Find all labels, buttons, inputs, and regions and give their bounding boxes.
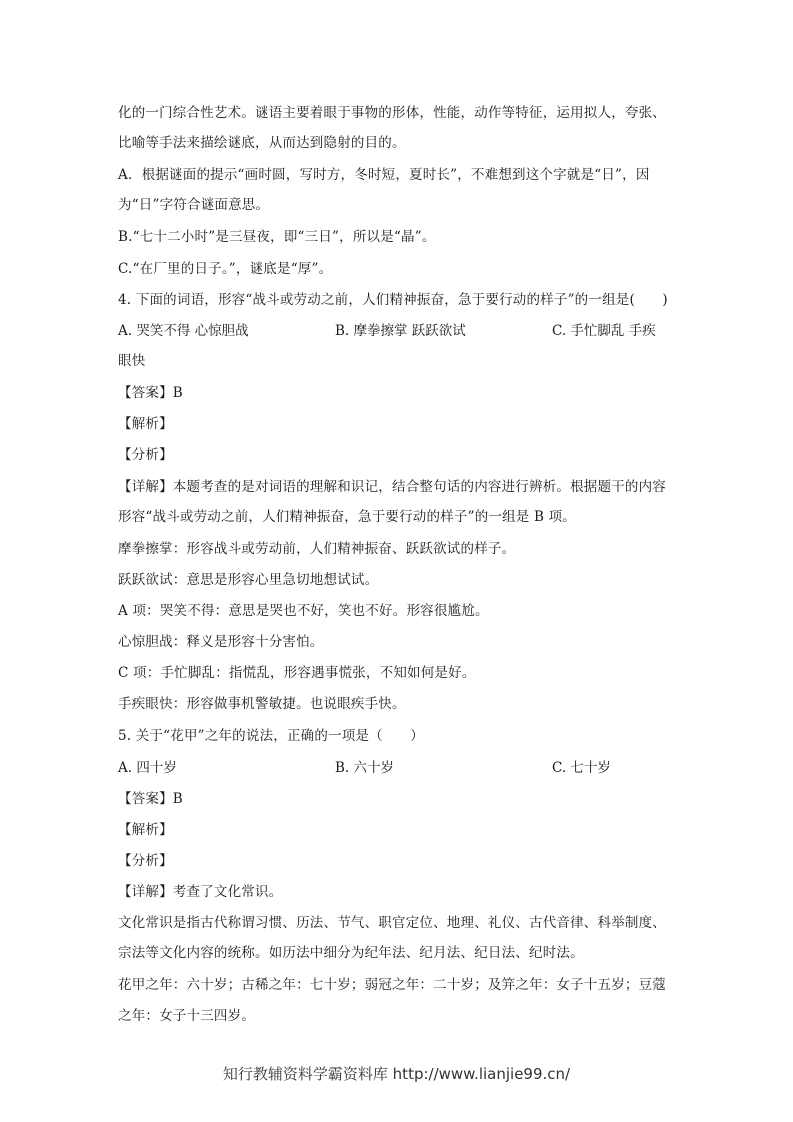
question-4-option-a: A. 哭笑不得 心惊胆战 xyxy=(118,323,249,339)
question-4-option-b: B. 摩拳擦掌 跃跃欲试 xyxy=(335,323,466,339)
text-line: A 项：哭笑不得：意思是哭也不好，笑也不好。形容很尴尬。 xyxy=(118,603,489,619)
question-5: 5. 关于“花甲”之年的说法，正确的一项是（ ） xyxy=(118,728,424,744)
analysis-subheading: 【分析】 xyxy=(118,853,173,869)
text-line: 跃跃欲试：意思是形容心里急切地想试试。 xyxy=(118,572,379,588)
question-4-option-c: C. 手忙脚乱 手疾 xyxy=(552,323,656,339)
detail-explanation: 形容“战斗或劳动之前，人们精神振奋，急于要行动的样子”的一组是 B 项。 xyxy=(118,509,577,525)
detail-explanation: 【详解】本题考查的是对词语的理解和识记，结合整句话的内容进行辨析。根据题干的内容 xyxy=(118,479,666,495)
question-5-option-b: B. 六十岁 xyxy=(335,760,395,776)
question-4-option-c-continued: 眼快 xyxy=(118,353,146,369)
text-line: 摩拳擦掌：形容战斗或劳动前，人们精神振奋、跃跃欲试的样子。 xyxy=(118,541,516,557)
analysis-heading: 【解析】 xyxy=(118,416,173,432)
analysis-heading: 【解析】 xyxy=(118,822,173,838)
analysis-subheading: 【分析】 xyxy=(118,447,173,463)
answer-label: 【答案】B xyxy=(118,385,183,401)
text-line: 之年：女子十三四岁。 xyxy=(118,1008,255,1024)
text-line: 化的一门综合性艺术。谜语主要着眼于事物的形体，性能，动作等特征，运用拟人，夸张、 xyxy=(118,105,666,121)
text-line: A．根据谜面的提示“画时圆，写时方，冬时短，夏时长”，不难想到这个字就是“日”，因 xyxy=(118,167,650,183)
text-line: 心惊胆战：释义是形容十分害怕。 xyxy=(118,634,324,650)
text-line: C.“在厂里的日子。”，谜底是“厚”。 xyxy=(118,261,333,277)
answer-label: 【答案】B xyxy=(118,791,183,807)
text-line: 为“日”字符合谜面意思。 xyxy=(118,197,270,213)
question-5-option-a: A. 四十岁 xyxy=(118,760,177,776)
text-line: 手疾眼快：形容做事机警敏捷。也说眼疾手快。 xyxy=(118,696,406,712)
text-line: B.“七十二小时”是三昼夜，即“三日”，所以是“晶”。 xyxy=(118,229,436,245)
text-line: C 项：手忙脚乱：指慌乱，形容遇事慌张，不知如何是好。 xyxy=(118,665,476,681)
text-line: 花甲之年：六十岁；古稀之年：七十岁；弱冠之年：二十岁；及笄之年：女子十五岁；豆蔻 xyxy=(118,977,666,993)
detail-explanation: 【详解】考查了文化常识。 xyxy=(118,884,283,900)
text-line: 宗法等文化内容的统称。如历法中细分为纪年法、纪月法、纪日法、纪时法。 xyxy=(118,945,584,961)
footer-watermark: 知行教辅资料学霸资料库 http://www.lianjie99.cn/ xyxy=(222,1065,571,1083)
text-line: 比喻等手法来描绘谜底，从而达到隐射的目的。 xyxy=(118,135,406,151)
question-5-option-c: C. 七十岁 xyxy=(552,760,611,776)
question-4: 4. 下面的词语，形容“战斗或劳动之前，人们精神振奋，急于要行动的样子”的一组是( ) xyxy=(118,292,668,308)
text-line: 文化常识是指古代称谓习惯、历法、节气、职官定位、地理、礼仪、古代音律、科举制度、 xyxy=(118,915,666,931)
